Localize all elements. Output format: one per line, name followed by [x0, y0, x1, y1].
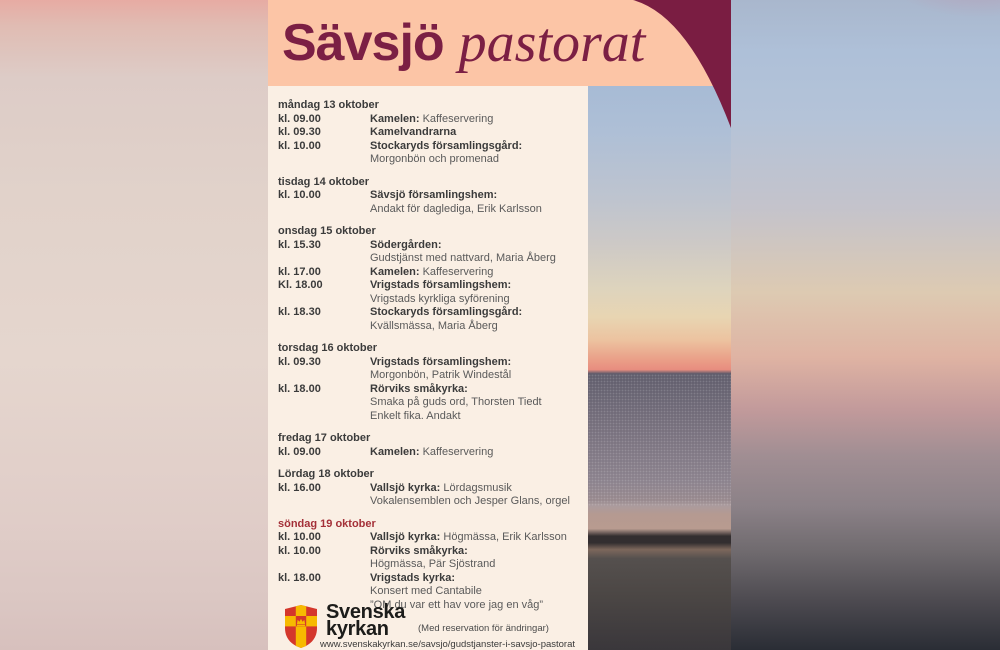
event-body [370, 239, 588, 266]
event-detail: Morgonbön och promenad [370, 153, 500, 165]
event-body [370, 356, 588, 383]
event-time: Kl. 18.00 [278, 279, 323, 291]
event-body [370, 140, 588, 167]
event-description: Högmässa, Erik Karlsson [440, 531, 567, 543]
event-title [370, 266, 588, 280]
event-place: Kamelen: [370, 445, 420, 458]
event-row [278, 266, 588, 280]
event-title [370, 356, 588, 370]
reservation-note: (Med reservation för ändringar) [418, 623, 549, 634]
event-place: Rörviks småkyrka: [370, 544, 468, 557]
event-detail: Konsert med Cantabile [370, 585, 482, 597]
event-time: kl. 10.00 [278, 531, 321, 543]
event-place: Sävsjö församlingshem: [370, 189, 498, 201]
event-time: kl. 16.00 [278, 481, 321, 494]
event-place: Stockaryds församlingsgård: [370, 306, 523, 318]
event-place: Vrigstads församlingshem: [370, 279, 512, 291]
event-detail: Kvällsmässa, Maria Åberg [370, 319, 498, 332]
event-place: Vrigstads församlingshem: [370, 355, 512, 368]
beach-photo [588, 86, 731, 650]
event-body [370, 266, 588, 280]
event-time: kl. 17.00 [278, 265, 321, 278]
event-title [370, 482, 588, 496]
day-header: fredag 17 oktober [278, 432, 371, 444]
event-row [278, 383, 588, 424]
event-title [370, 306, 588, 320]
poster-title-accent: pastorat [458, 12, 646, 74]
event-detail: Vokalensemblen och Jesper Glans, orgel [370, 495, 570, 507]
event-place: Stockaryds församlingsgård: [370, 139, 523, 152]
event-description: Kaffeservering [419, 112, 494, 125]
event-place: Rörviks småkyrka: [370, 382, 468, 395]
event-row [278, 189, 588, 216]
event-time: kl. 18.00 [278, 382, 321, 395]
event-title [370, 446, 588, 460]
event-row [278, 113, 588, 127]
event-place: Södergården: [370, 238, 442, 251]
day-header: torsdag 16 oktober [278, 342, 378, 354]
event-time: kl. 09.30 [278, 126, 321, 138]
day-section [278, 432, 588, 459]
day-section [278, 518, 588, 613]
event-body [370, 531, 588, 545]
blurred-background-right [731, 0, 1000, 650]
event-place: Kamelvandrarna [370, 126, 457, 138]
event-body [370, 113, 588, 127]
event-description: Kaffeservering [419, 445, 494, 458]
event-detail: Andakt för daglediga, Erik Karlsson [370, 202, 542, 215]
day-header: Lördag 18 oktober [278, 468, 374, 480]
event-body [370, 126, 588, 140]
event-title [370, 140, 588, 154]
event-body [370, 545, 588, 572]
event-body [370, 189, 588, 216]
event-time: kl. 10.00 [278, 139, 321, 152]
day-section [278, 342, 588, 423]
event-time: kl. 09.00 [278, 112, 321, 125]
event-row [278, 279, 588, 306]
event-detail: Morgonbön, Patrik Windestål [370, 369, 512, 381]
event-row [278, 140, 588, 167]
day-header: söndag 19 oktober [278, 517, 376, 530]
event-row [278, 572, 588, 613]
event-place: Vrigstads kyrka: [370, 571, 455, 584]
event-title [370, 189, 588, 203]
event-title [370, 113, 588, 127]
day-section [278, 225, 588, 333]
event-title [370, 531, 588, 545]
event-row [278, 239, 588, 266]
website-url: www.svenskakyrkan.se/savsjo/gudstjanster-i-savsjo-pastorat [320, 639, 576, 650]
event-detail: Högmässa, Pär Sjöstrand [370, 558, 496, 570]
event-title [370, 126, 588, 140]
event-row [278, 482, 588, 509]
logo-line1: Svenska [326, 601, 406, 623]
event-body [370, 383, 588, 424]
event-row [278, 306, 588, 333]
event-place: Vallsjö kyrka: [370, 481, 441, 494]
event-time: kl. 15.30 [278, 238, 321, 251]
event-body [370, 279, 588, 306]
event-description: Kaffeservering [419, 265, 494, 278]
event-body [370, 306, 588, 333]
event-time: kl. 18.00 [278, 571, 321, 584]
day-header: onsdag 15 oktober [278, 225, 376, 237]
day-section [278, 99, 588, 167]
event-place: Kamelen: [370, 265, 420, 278]
svenska-kyrkan-wordmark [326, 601, 406, 640]
day-header: tisdag 14 oktober [278, 175, 370, 188]
day-section [278, 468, 588, 509]
event-title [370, 383, 588, 397]
day-header: måndag 13 oktober [278, 99, 379, 111]
event-row [278, 356, 588, 383]
church-schedule-poster [268, 0, 731, 650]
event-time: kl. 10.00 [278, 544, 321, 557]
event-detail: Smaka på guds ord, Thorsten Tiedt [370, 396, 542, 408]
event-detail: Enkelt fika. Andakt [370, 409, 461, 422]
event-time: kl. 18.30 [278, 306, 321, 318]
blurred-background-left [0, 0, 268, 650]
event-row [278, 545, 588, 572]
event-time: kl. 09.30 [278, 355, 321, 368]
day-section [278, 176, 588, 217]
event-detail: ”OM du var ett hav vore jag en våg” [370, 598, 544, 611]
event-description: Lördagsmusik [440, 481, 512, 494]
event-row [278, 531, 588, 545]
event-body [370, 446, 588, 460]
event-row [278, 126, 588, 140]
event-time: kl. 10.00 [278, 189, 321, 201]
event-place: Vallsjö kyrka: [370, 531, 441, 543]
event-title [370, 239, 588, 253]
event-detail: Vrigstads kyrkliga syförening [370, 292, 510, 305]
event-row [278, 446, 588, 460]
event-title [370, 572, 588, 586]
event-title [370, 279, 588, 293]
svenska-kyrkan-shield-icon [283, 604, 319, 649]
event-time: kl. 09.00 [278, 445, 321, 458]
event-place: Kamelen: [370, 112, 420, 125]
sea-sparkle-texture [588, 374, 731, 507]
logo-line2: kyrkan [326, 618, 389, 640]
maroon-corner-decoration [633, 0, 731, 128]
poster-title-main: Sävsjö [282, 14, 444, 72]
event-body [370, 482, 588, 509]
event-title [370, 545, 588, 559]
event-detail: Gudstjänst med nattvard, Maria Åberg [370, 252, 556, 264]
schedule [268, 86, 588, 621]
